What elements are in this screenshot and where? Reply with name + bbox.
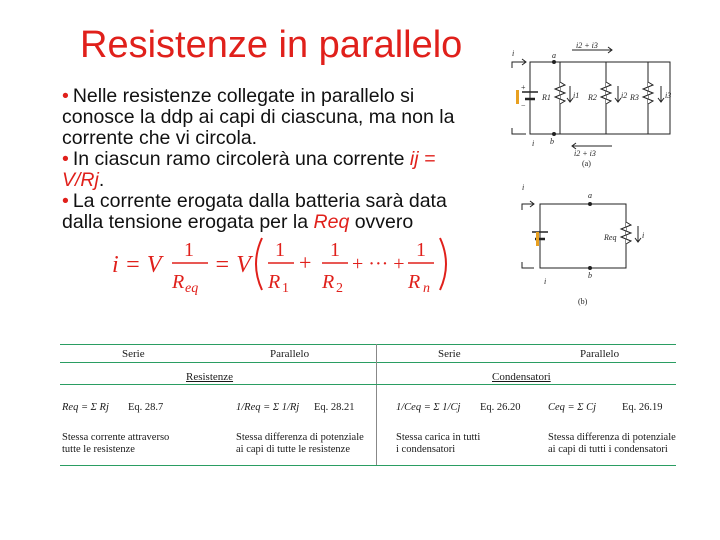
formula-r1-sub: 1 — [282, 281, 289, 296]
bullet-1 — [62, 86, 482, 149]
bullet-3-end: ovvero — [349, 211, 414, 233]
header-res-parallel: Parallelo — [270, 348, 310, 360]
bullet-list — [62, 86, 482, 233]
fig-a-node-b: b — [550, 137, 554, 146]
formula-res-series: Req = Σ Rj — [62, 402, 109, 413]
formula-one-1: 1 — [184, 239, 194, 261]
fig-a-plus: + — [521, 83, 526, 92]
formula-req-sub: eq — [185, 281, 199, 296]
fig-a-R1: R1 — [542, 93, 551, 102]
eqref-res-parallel: Eq. 28.21 — [314, 402, 355, 413]
formula-cap-parallel: Ceq = Σ Cj — [548, 402, 597, 413]
fig-a-i23-bot: i2 + i3 — [574, 149, 596, 158]
fig-a-minus: − — [521, 101, 526, 110]
fig-a-i3: i3 — [665, 91, 672, 100]
bullet-dot: • — [62, 190, 69, 212]
fig-b-caption: (b) — [578, 297, 588, 306]
header-cap-parallel: Parallelo — [580, 348, 620, 360]
summary-table — [60, 340, 676, 470]
formula-req: R — [172, 271, 185, 293]
formula-r2-sub: 2 — [336, 281, 343, 296]
note-line: Stessa differenza di potenziale — [236, 432, 364, 443]
formula-one-2: 1 — [275, 239, 285, 261]
note-line: tutte le resistenze — [62, 444, 135, 455]
note-line: Stessa carica in tutti — [396, 432, 481, 443]
formula-rn: R — [408, 271, 421, 293]
note-line: Stessa corrente attraverso — [62, 432, 170, 443]
fig-a-node-a: a — [552, 51, 556, 60]
bullet-2-text: In ciascun ramo circolerà una corrente — [72, 148, 410, 170]
bullet-dot: • — [62, 85, 69, 107]
fig-b-i-right: i — [642, 231, 645, 240]
formula-dots: + ··· + — [352, 253, 405, 275]
formula-one-4: 1 — [416, 239, 426, 261]
eqref-cap-parallel: Eq. 26.19 — [622, 402, 663, 413]
fig-a-i-bot: i — [532, 139, 535, 148]
note-line: i condensatori — [396, 444, 456, 455]
bullet-2-end: . — [98, 169, 105, 191]
bullet-3-req: Req — [313, 211, 350, 233]
note-line: Stessa differenza di potenziale — [548, 432, 676, 443]
fig-a-i1: i1 — [573, 91, 580, 100]
header-cap-series: Serie — [438, 348, 461, 360]
formula-plus: + — [299, 250, 312, 275]
formula-eq: = V — [214, 252, 251, 278]
note-line: ai capi di tutte le resistenze — [236, 444, 350, 455]
formula-r2: R — [322, 271, 335, 293]
formula-rn-sub: n — [423, 281, 430, 296]
note-cap-parallel — [548, 432, 676, 456]
bullet-3 — [62, 191, 482, 233]
fig-b-i-top: i — [522, 183, 525, 192]
fig-a-caption: (a) — [582, 159, 591, 168]
bullet-2-formula: ij = V/Rj — [62, 148, 436, 191]
formula-one-3: 1 — [330, 239, 340, 261]
fig-a-R2: R2 — [588, 93, 597, 102]
note-res-parallel — [236, 432, 364, 456]
fig-b-Req: Req — [604, 233, 617, 242]
formula-res-parallel: 1/Req = Σ 1/Rj — [236, 402, 300, 413]
formula-lhs: i = V — [112, 252, 162, 278]
fig-b-i-bot: i — [544, 277, 547, 286]
group-resistenze: Resistenze — [186, 371, 234, 383]
note-res-series — [62, 432, 169, 456]
bullet-3-text: La corrente erogata dalla batteria sarà data dalla tensione erogata per la — [62, 190, 447, 233]
eqref-cap-series: Eq. 26.20 — [480, 402, 521, 413]
fig-a-i23-top: i2 + i3 — [576, 42, 598, 50]
fig-b-node-a: a — [588, 191, 592, 200]
note-line: ai capi di tutti i condensatori — [548, 444, 668, 455]
slide-title: Resistenze in parallelo — [80, 24, 463, 66]
eqref-res-series: Eq. 28.7 — [128, 402, 164, 413]
bullet-1-text: Nelle resistenze collegate in parallelo si conosce la ddp ai capi di ciascuna, ma non la corrente che vi circola. — [62, 85, 455, 149]
bullet-2 — [62, 149, 482, 191]
formula-r1: R — [268, 271, 281, 293]
circuit-figure-a — [508, 42, 684, 172]
formula-cap-series: 1/Ceq = Σ 1/Cj — [396, 402, 461, 413]
parallel-formula — [112, 232, 452, 296]
fig-b-node-b: b — [588, 271, 592, 280]
fig-a-i2: i2 — [621, 91, 628, 100]
fig-a-i-top: i — [512, 49, 515, 58]
header-res-series: Serie — [122, 348, 145, 360]
fig-a-R3: R3 — [630, 93, 639, 102]
circuit-figure-b — [520, 180, 660, 310]
group-condensatori: Condensatori — [492, 371, 551, 383]
bullet-dot: • — [62, 148, 69, 170]
note-cap-series — [396, 432, 480, 456]
